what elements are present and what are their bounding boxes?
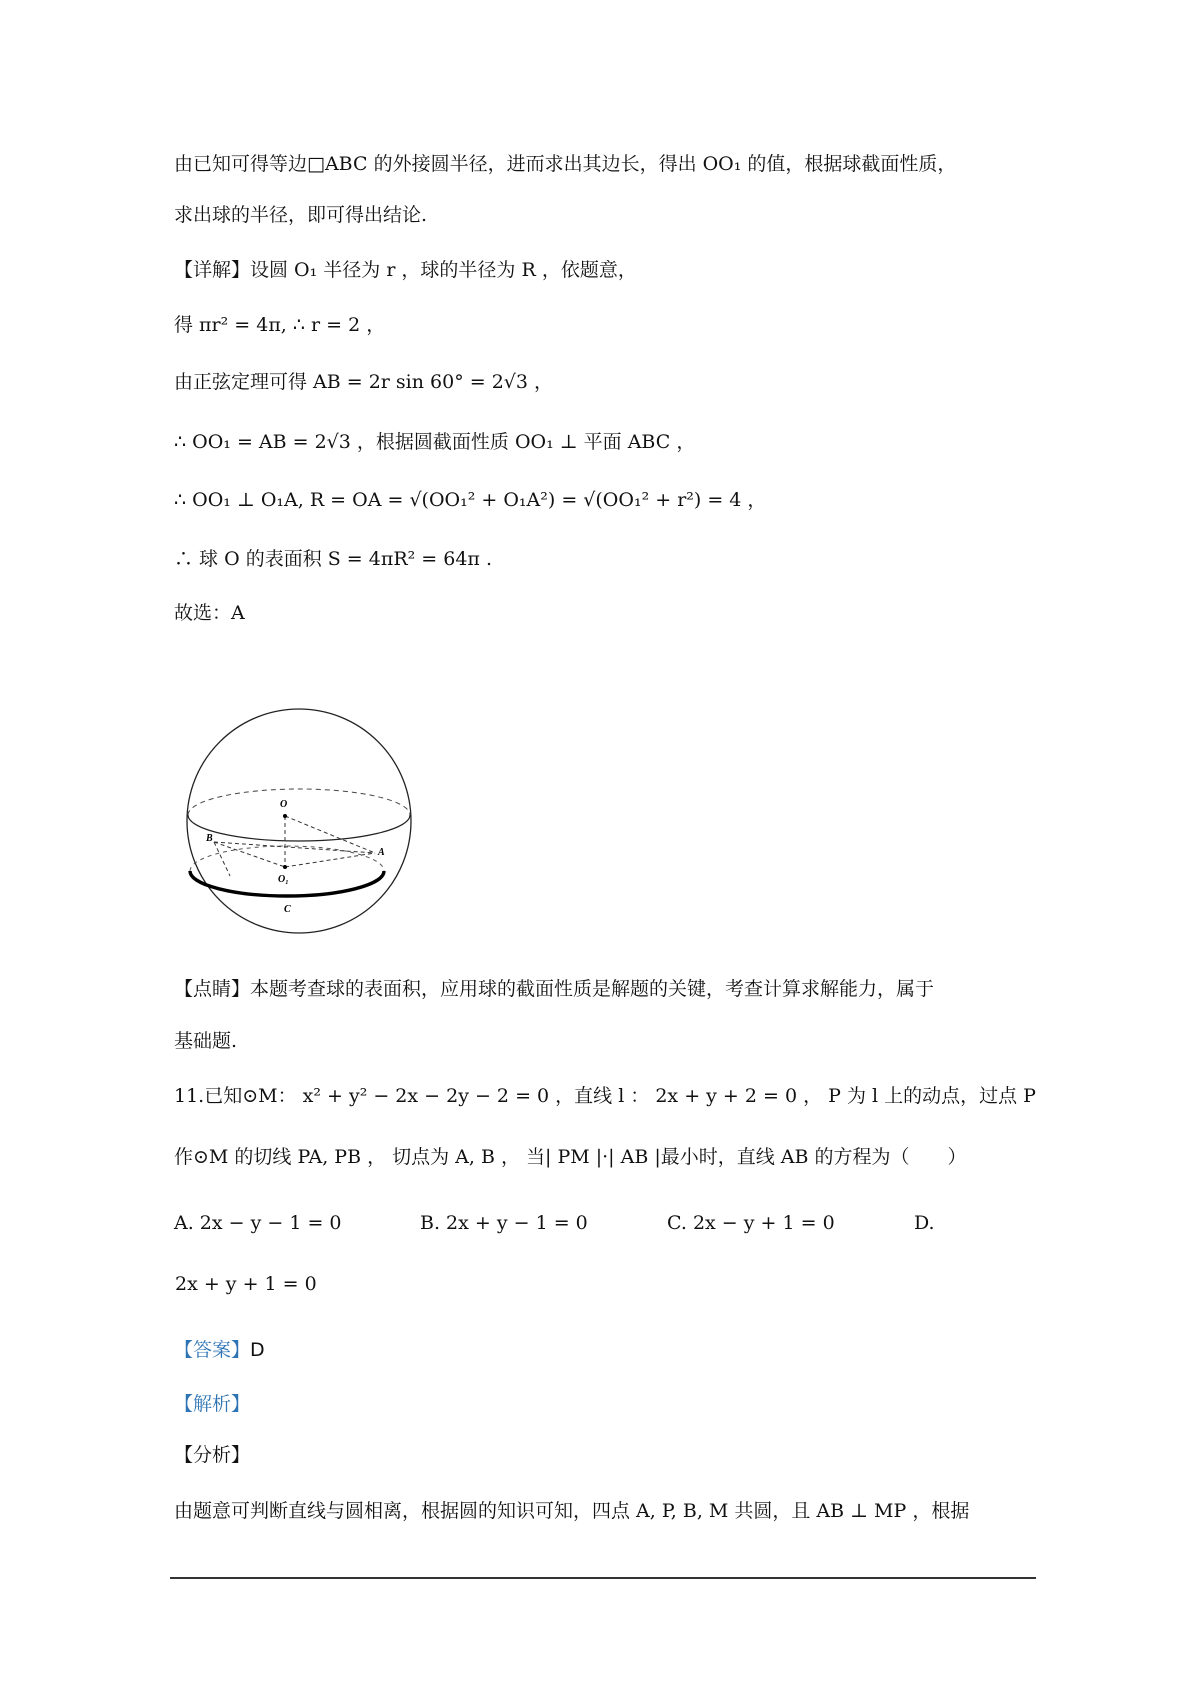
- fenxi-line1: 由题意可判断直线与圆相离，根据圆的知识可知，四点 A, P, B, M 共圆，且 AB ⊥ MP ，根据: [174, 1500, 970, 1522]
- question11-line1: 11.已知⊙M： x² + y² − 2x − 2y − 2 = 0 ，直线 l ： 2x + y + 2 = 0 ， P 为 l 上的动点，过点 P: [174, 1085, 1036, 1107]
- segment-O1-A: [285, 853, 375, 867]
- label-A: A: [378, 847, 385, 858]
- comment-line1: 【点睛】本题考查球的表面积，应用球的截面性质是解题的关键，考查计算求解能力，属于: [174, 978, 935, 1000]
- label-O: O: [280, 799, 288, 810]
- detail-line4: ∴ OO₁ = AB = 2√3 ，根据圆截面性质 OO₁ ⊥ 平面 ABC ，: [174, 431, 696, 453]
- detail-line2: 得 πr² = 4π, ∴ r = 2 ，: [174, 314, 386, 336]
- label-O1: O₁: [278, 874, 289, 885]
- answer-value: D: [250, 1339, 265, 1361]
- sphere-figure: [172, 700, 432, 942]
- point-O: [283, 814, 287, 818]
- analysis-intro-line2: 求出球的半径，即可得出结论.: [174, 204, 428, 226]
- question11-line2: 作⊙M 的切线 PA, PB ， 切点为 A, B ， 当| PM |·| AB |最小时，直线 AB 的方程为（ ）: [174, 1146, 967, 1168]
- detail-line5: ∴ OO₁ ⊥ O₁A, R = OA = √(OO₁² + O₁A²) = √(OO₁² + r²) = 4 ，: [174, 489, 767, 511]
- label-B: B: [206, 833, 213, 844]
- small-circle-back: [190, 846, 384, 871]
- analysis-intro-line1: 由已知可得等边□ABC 的外接圆半径，进而求出其边长，得出 OO₁ 的值，根据球截面性质，: [174, 153, 957, 175]
- option-A: A. 2x − y − 1 = 0: [174, 1212, 342, 1234]
- option-D-expression: 2x + y + 1 = 0: [175, 1273, 317, 1295]
- detail-line3: 由正弦定理可得 AB = 2r sin 60° = 2√3 ，: [174, 371, 554, 393]
- segment-B-A: [214, 842, 375, 853]
- detail-choice: 故选：A: [174, 602, 245, 624]
- footer-divider: [170, 1577, 1036, 1579]
- sphere-outline: [187, 709, 411, 933]
- detail-line1: 【详解】设圆 O₁ 半径为 r ，球的半径为 R ，依题意，: [174, 259, 637, 281]
- jiexi-label: 【解析】: [174, 1393, 251, 1415]
- equator-back: [188, 789, 410, 815]
- comment-line2: 基础题.: [174, 1030, 238, 1052]
- answer-line: [174, 1336, 265, 1364]
- answer-label: 【答案】: [174, 1339, 251, 1361]
- option-B: B. 2x + y − 1 = 0: [420, 1212, 588, 1234]
- option-C: C. 2x − y + 1 = 0: [667, 1212, 835, 1234]
- label-C: C: [284, 904, 291, 915]
- point-O1: [283, 865, 287, 869]
- option-D: D.: [914, 1212, 935, 1234]
- fenxi-label: 【分析】: [174, 1444, 251, 1466]
- equator-front: [188, 815, 410, 841]
- detail-line6: ∴ 球 O 的表面积 S = 4πR² = 64π .: [174, 548, 492, 570]
